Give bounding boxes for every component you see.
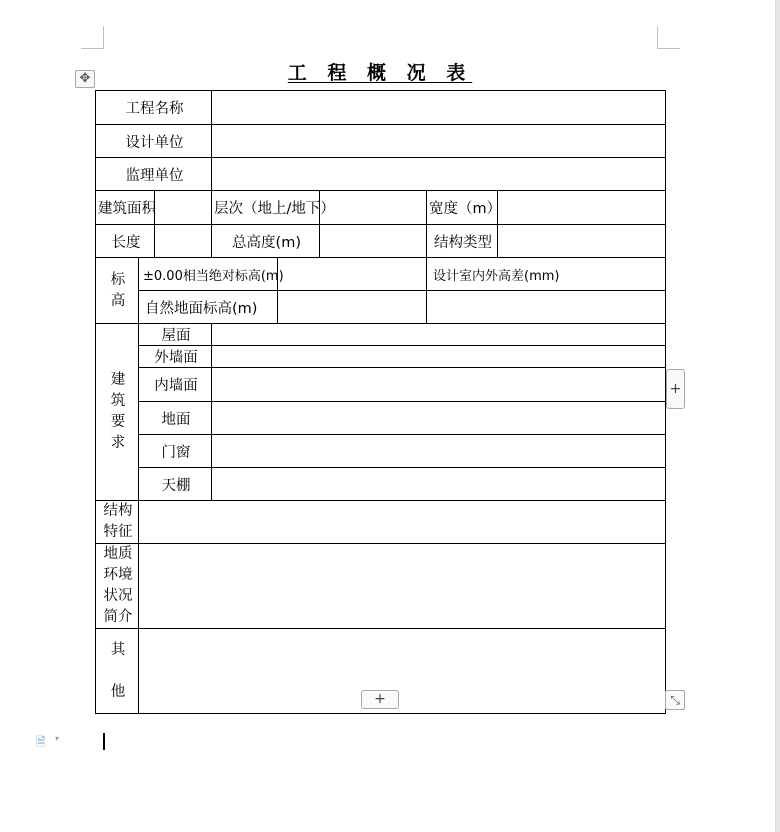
indoor-outdoor-diff-label: 设计室内外高差(mm) bbox=[427, 258, 666, 291]
natural-ground-label: 自然地面标高(m) bbox=[139, 291, 278, 324]
elevation-label: 标高 bbox=[96, 258, 139, 324]
design-unit-cell[interactable] bbox=[212, 125, 666, 158]
doors-windows-label: 门窗 bbox=[139, 435, 212, 468]
floors-cell[interactable] bbox=[320, 191, 427, 225]
paragraph-icon[interactable]: 🗎 bbox=[36, 735, 46, 749]
width-label: 宽度（m） bbox=[427, 191, 498, 225]
floor-label: 地面 bbox=[139, 402, 212, 435]
doors-windows-cell[interactable] bbox=[212, 435, 666, 468]
exterior-wall-cell[interactable] bbox=[212, 346, 666, 368]
project-name-label: 工程名称 bbox=[96, 91, 212, 125]
add-row-button[interactable]: + bbox=[361, 690, 399, 709]
relative-elevation-label: ±0.00相当绝对标高(m) bbox=[139, 258, 278, 291]
geology-label: 地质环境状况简介 bbox=[96, 544, 139, 629]
width-cell[interactable] bbox=[498, 191, 666, 225]
length-label: 长度 bbox=[96, 225, 155, 258]
natural-ground-cell[interactable] bbox=[278, 291, 427, 324]
building-area-label: 建筑面积 bbox=[96, 191, 155, 225]
interior-wall-cell[interactable] bbox=[212, 368, 666, 402]
roof-label: 屋面 bbox=[139, 324, 212, 346]
floors-label: 层次（地上/地下） bbox=[212, 191, 320, 225]
building-area-cell[interactable] bbox=[155, 191, 212, 225]
structure-features-cell[interactable] bbox=[139, 501, 666, 544]
structure-type-label: 结构类型 bbox=[427, 225, 498, 258]
geology-cell[interactable] bbox=[139, 544, 666, 629]
total-height-cell[interactable] bbox=[320, 225, 427, 258]
page-margin-corner-top-right bbox=[657, 26, 680, 49]
project-name-cell[interactable] bbox=[212, 91, 666, 125]
supervision-unit-label: 监理单位 bbox=[96, 158, 212, 191]
roof-cell[interactable] bbox=[212, 324, 666, 346]
page-edge bbox=[775, 0, 780, 832]
add-column-button[interactable]: + bbox=[666, 369, 685, 409]
supervision-unit-cell[interactable] bbox=[212, 158, 666, 191]
table-move-icon[interactable]: ✥ bbox=[75, 70, 95, 88]
page-margin-corner-top-left bbox=[81, 26, 104, 49]
ceiling-label: 天棚 bbox=[139, 468, 212, 501]
table-resize-icon[interactable]: ⤡ bbox=[665, 690, 685, 710]
relative-elevation-cell[interactable] bbox=[278, 258, 427, 291]
structure-features-label: 结构特征 bbox=[96, 501, 139, 544]
total-height-label: 总高度(m) bbox=[212, 225, 320, 258]
document-title[interactable]: 工 程 概 况 表 bbox=[287, 62, 473, 84]
floor-cell[interactable] bbox=[212, 402, 666, 435]
natural-ground-extra-cell[interactable] bbox=[427, 291, 666, 324]
design-unit-label: 设计单位 bbox=[96, 125, 212, 158]
length-cell[interactable] bbox=[155, 225, 212, 258]
chevron-down-icon[interactable]: ▾ bbox=[55, 734, 60, 743]
structure-type-cell[interactable] bbox=[498, 225, 666, 258]
other-cell[interactable] bbox=[139, 629, 666, 714]
interior-wall-label: 内墙面 bbox=[139, 368, 212, 402]
ceiling-cell[interactable] bbox=[212, 468, 666, 501]
other-label: 其他 bbox=[96, 629, 139, 714]
text-cursor bbox=[103, 733, 105, 750]
building-requirements-label: 建筑要求 bbox=[96, 324, 139, 501]
exterior-wall-label: 外墙面 bbox=[139, 346, 212, 368]
project-overview-table[interactable] bbox=[95, 90, 666, 714]
